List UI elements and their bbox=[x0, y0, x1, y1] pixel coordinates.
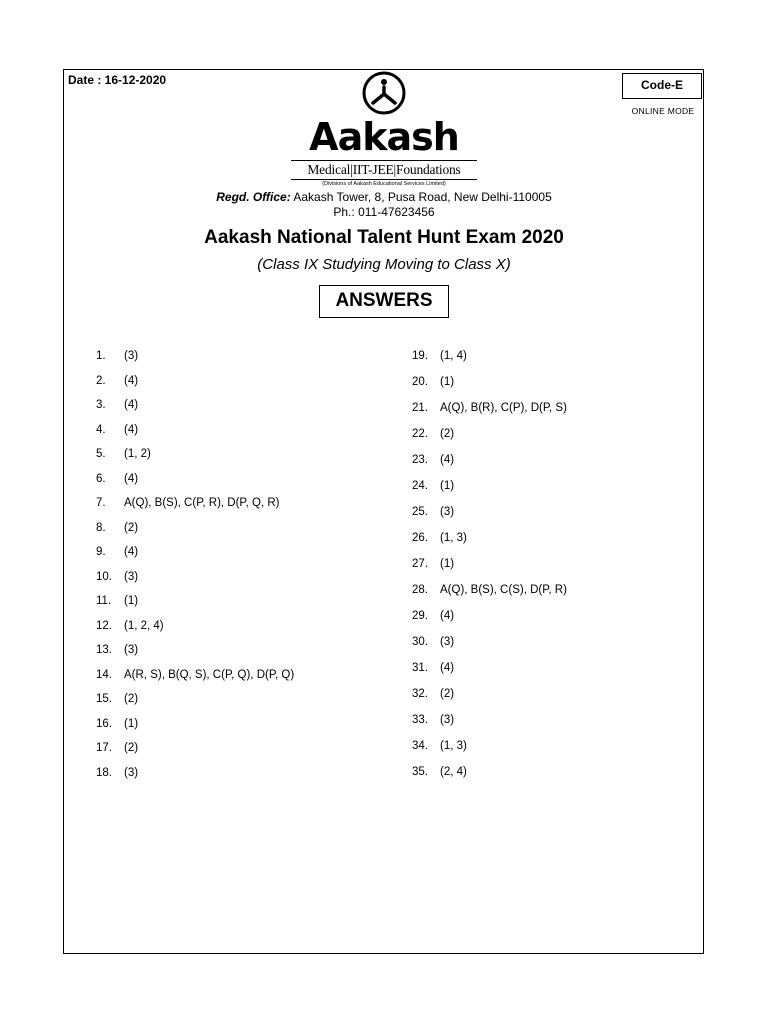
answer-item bbox=[412, 712, 567, 738]
question-number: 10. bbox=[96, 570, 112, 583]
answer-item bbox=[96, 544, 294, 569]
question-number: 12. bbox=[96, 619, 112, 632]
question-number: 8. bbox=[96, 521, 106, 534]
answer-value: (4) bbox=[124, 399, 139, 411]
answer-value: (2) bbox=[440, 688, 455, 700]
answer-value: A(Q), B(S), C(P, R), D(P, Q, R) bbox=[124, 497, 280, 509]
question-number: 19. bbox=[412, 350, 428, 362]
question-number: 30. bbox=[412, 636, 428, 648]
answer-value: A(R, S), B(Q, S), C(P, Q), D(P, Q) bbox=[124, 668, 295, 681]
question-number: 2. bbox=[96, 374, 106, 387]
question-number: 27. bbox=[412, 558, 428, 570]
question-number: 15. bbox=[96, 693, 112, 705]
paper-code-badge: Code-E bbox=[622, 73, 702, 99]
question-number: 18. bbox=[96, 766, 112, 779]
answer-item bbox=[96, 593, 294, 618]
answer-item bbox=[96, 618, 294, 643]
question-number: 1. bbox=[96, 350, 106, 362]
question-number: 33. bbox=[412, 714, 428, 726]
answer-value: A(Q), B(S), C(S), D(P, R) bbox=[440, 584, 567, 596]
answer-item bbox=[412, 556, 567, 582]
answer-item bbox=[96, 373, 294, 398]
answer-item bbox=[412, 452, 567, 478]
answer-value: (4) bbox=[124, 546, 139, 558]
answer-value: (3) bbox=[124, 644, 139, 656]
answer-value: (3) bbox=[440, 506, 455, 518]
answer-item bbox=[96, 667, 294, 692]
answer-value: (1, 4) bbox=[440, 350, 467, 362]
question-number: 25. bbox=[412, 506, 428, 518]
question-number: 9. bbox=[96, 546, 106, 558]
answer-item bbox=[412, 426, 567, 452]
question-number: 7. bbox=[96, 497, 106, 509]
answer-item bbox=[96, 520, 294, 545]
exam-subtitle: (Class IX Studying Moving to Class X) bbox=[257, 256, 511, 273]
registered-office-label: Regd. Office: bbox=[216, 190, 291, 204]
question-number: 29. bbox=[412, 610, 428, 622]
answer-value: (3) bbox=[440, 714, 455, 726]
answer-item bbox=[412, 478, 567, 504]
answer-value: A(Q), B(R), C(P), D(P, S) bbox=[440, 402, 567, 414]
answer-item bbox=[412, 530, 567, 556]
question-number: 13. bbox=[96, 644, 112, 656]
answer-list-right bbox=[412, 348, 567, 790]
answer-value: (2) bbox=[124, 521, 139, 534]
answer-item bbox=[96, 422, 294, 447]
question-number: 34. bbox=[412, 740, 428, 752]
answer-item bbox=[412, 738, 567, 764]
answer-value: (1, 2, 4) bbox=[124, 619, 164, 632]
answer-value: (2) bbox=[124, 742, 139, 754]
answer-item bbox=[96, 495, 294, 520]
answer-item bbox=[96, 765, 294, 790]
answer-value: (2) bbox=[440, 428, 455, 440]
answer-item bbox=[96, 397, 294, 422]
answer-item bbox=[412, 608, 567, 634]
question-number: 11. bbox=[96, 595, 112, 607]
question-number: 24. bbox=[412, 480, 428, 492]
answer-value: (3) bbox=[124, 350, 139, 362]
question-number: 35. bbox=[412, 766, 428, 778]
answer-value: (4) bbox=[440, 662, 455, 674]
question-number: 17. bbox=[96, 742, 112, 754]
answer-value: (4) bbox=[124, 472, 139, 485]
answer-value: (1, 3) bbox=[440, 740, 467, 752]
logo-divider bbox=[291, 179, 477, 180]
answer-value: (1) bbox=[440, 558, 455, 570]
answer-item bbox=[96, 348, 294, 373]
question-number: 5. bbox=[96, 448, 106, 460]
question-number: 4. bbox=[96, 423, 106, 436]
question-number: 28. bbox=[412, 584, 428, 596]
answer-item bbox=[412, 348, 567, 374]
answer-item bbox=[412, 582, 567, 608]
answer-item bbox=[412, 634, 567, 660]
answer-item bbox=[96, 446, 294, 471]
answer-value: (3) bbox=[440, 636, 455, 648]
aakash-logo bbox=[291, 70, 477, 190]
answer-value: (4) bbox=[440, 454, 455, 466]
answer-item bbox=[96, 471, 294, 496]
answer-value: (1) bbox=[440, 376, 455, 388]
question-number: 21. bbox=[412, 402, 428, 414]
answer-value: (3) bbox=[124, 570, 139, 583]
logo-divider bbox=[291, 160, 477, 161]
answer-item bbox=[412, 764, 567, 790]
answer-item bbox=[96, 691, 294, 716]
answer-item bbox=[412, 504, 567, 530]
answer-value: (1) bbox=[440, 480, 455, 492]
exam-date: Date : 16-12-2020 bbox=[68, 73, 167, 87]
logo-wordmark: Aakash bbox=[309, 115, 459, 159]
registered-office-address: Aakash Tower, 8, Pusa Road, New Delhi-110005 bbox=[290, 190, 552, 204]
answer-value: (2, 4) bbox=[440, 766, 467, 778]
exam-title: Aakash National Talent Hunt Exam 2020 bbox=[204, 227, 564, 248]
answer-item bbox=[412, 400, 567, 426]
answer-value: (1, 2) bbox=[124, 448, 151, 460]
answers-heading: ANSWERS bbox=[319, 285, 449, 318]
question-number: 32. bbox=[412, 688, 428, 700]
logo-tagline: Medical|IIT-JEE|Foundations bbox=[307, 162, 461, 177]
answer-item bbox=[96, 569, 294, 594]
question-number: 14. bbox=[96, 668, 112, 681]
answer-value: (4) bbox=[440, 610, 455, 622]
exam-mode-label: ONLINE MODE bbox=[631, 106, 695, 116]
question-number: 20. bbox=[412, 376, 428, 388]
logo-subtext: (Divisions of Aakash Educational Services Limited) bbox=[322, 181, 446, 187]
answer-value: (1, 3) bbox=[440, 532, 467, 544]
question-number: 31. bbox=[412, 662, 428, 674]
answer-value: (2) bbox=[124, 693, 139, 705]
answer-value: (4) bbox=[124, 374, 139, 387]
question-number: 3. bbox=[96, 399, 106, 411]
answer-item bbox=[96, 716, 294, 741]
registered-office bbox=[0, 190, 768, 204]
answer-value: (3) bbox=[124, 766, 139, 779]
answer-value: (4) bbox=[124, 423, 139, 436]
office-phone: Ph.: 011-47623456 bbox=[333, 205, 435, 219]
question-number: 22. bbox=[412, 428, 428, 440]
answer-list-left bbox=[96, 348, 294, 789]
answer-value: (1) bbox=[124, 595, 139, 607]
answer-item bbox=[412, 660, 567, 686]
aakash-emblem-icon bbox=[361, 70, 407, 116]
question-number: 23. bbox=[412, 454, 428, 466]
question-number: 6. bbox=[96, 472, 106, 485]
question-number: 26. bbox=[412, 532, 428, 544]
answer-item bbox=[412, 686, 567, 712]
answer-item bbox=[96, 642, 294, 667]
question-number: 16. bbox=[96, 717, 112, 730]
answer-item bbox=[412, 374, 567, 400]
answer-value: (1) bbox=[124, 717, 139, 730]
answer-item bbox=[96, 740, 294, 765]
